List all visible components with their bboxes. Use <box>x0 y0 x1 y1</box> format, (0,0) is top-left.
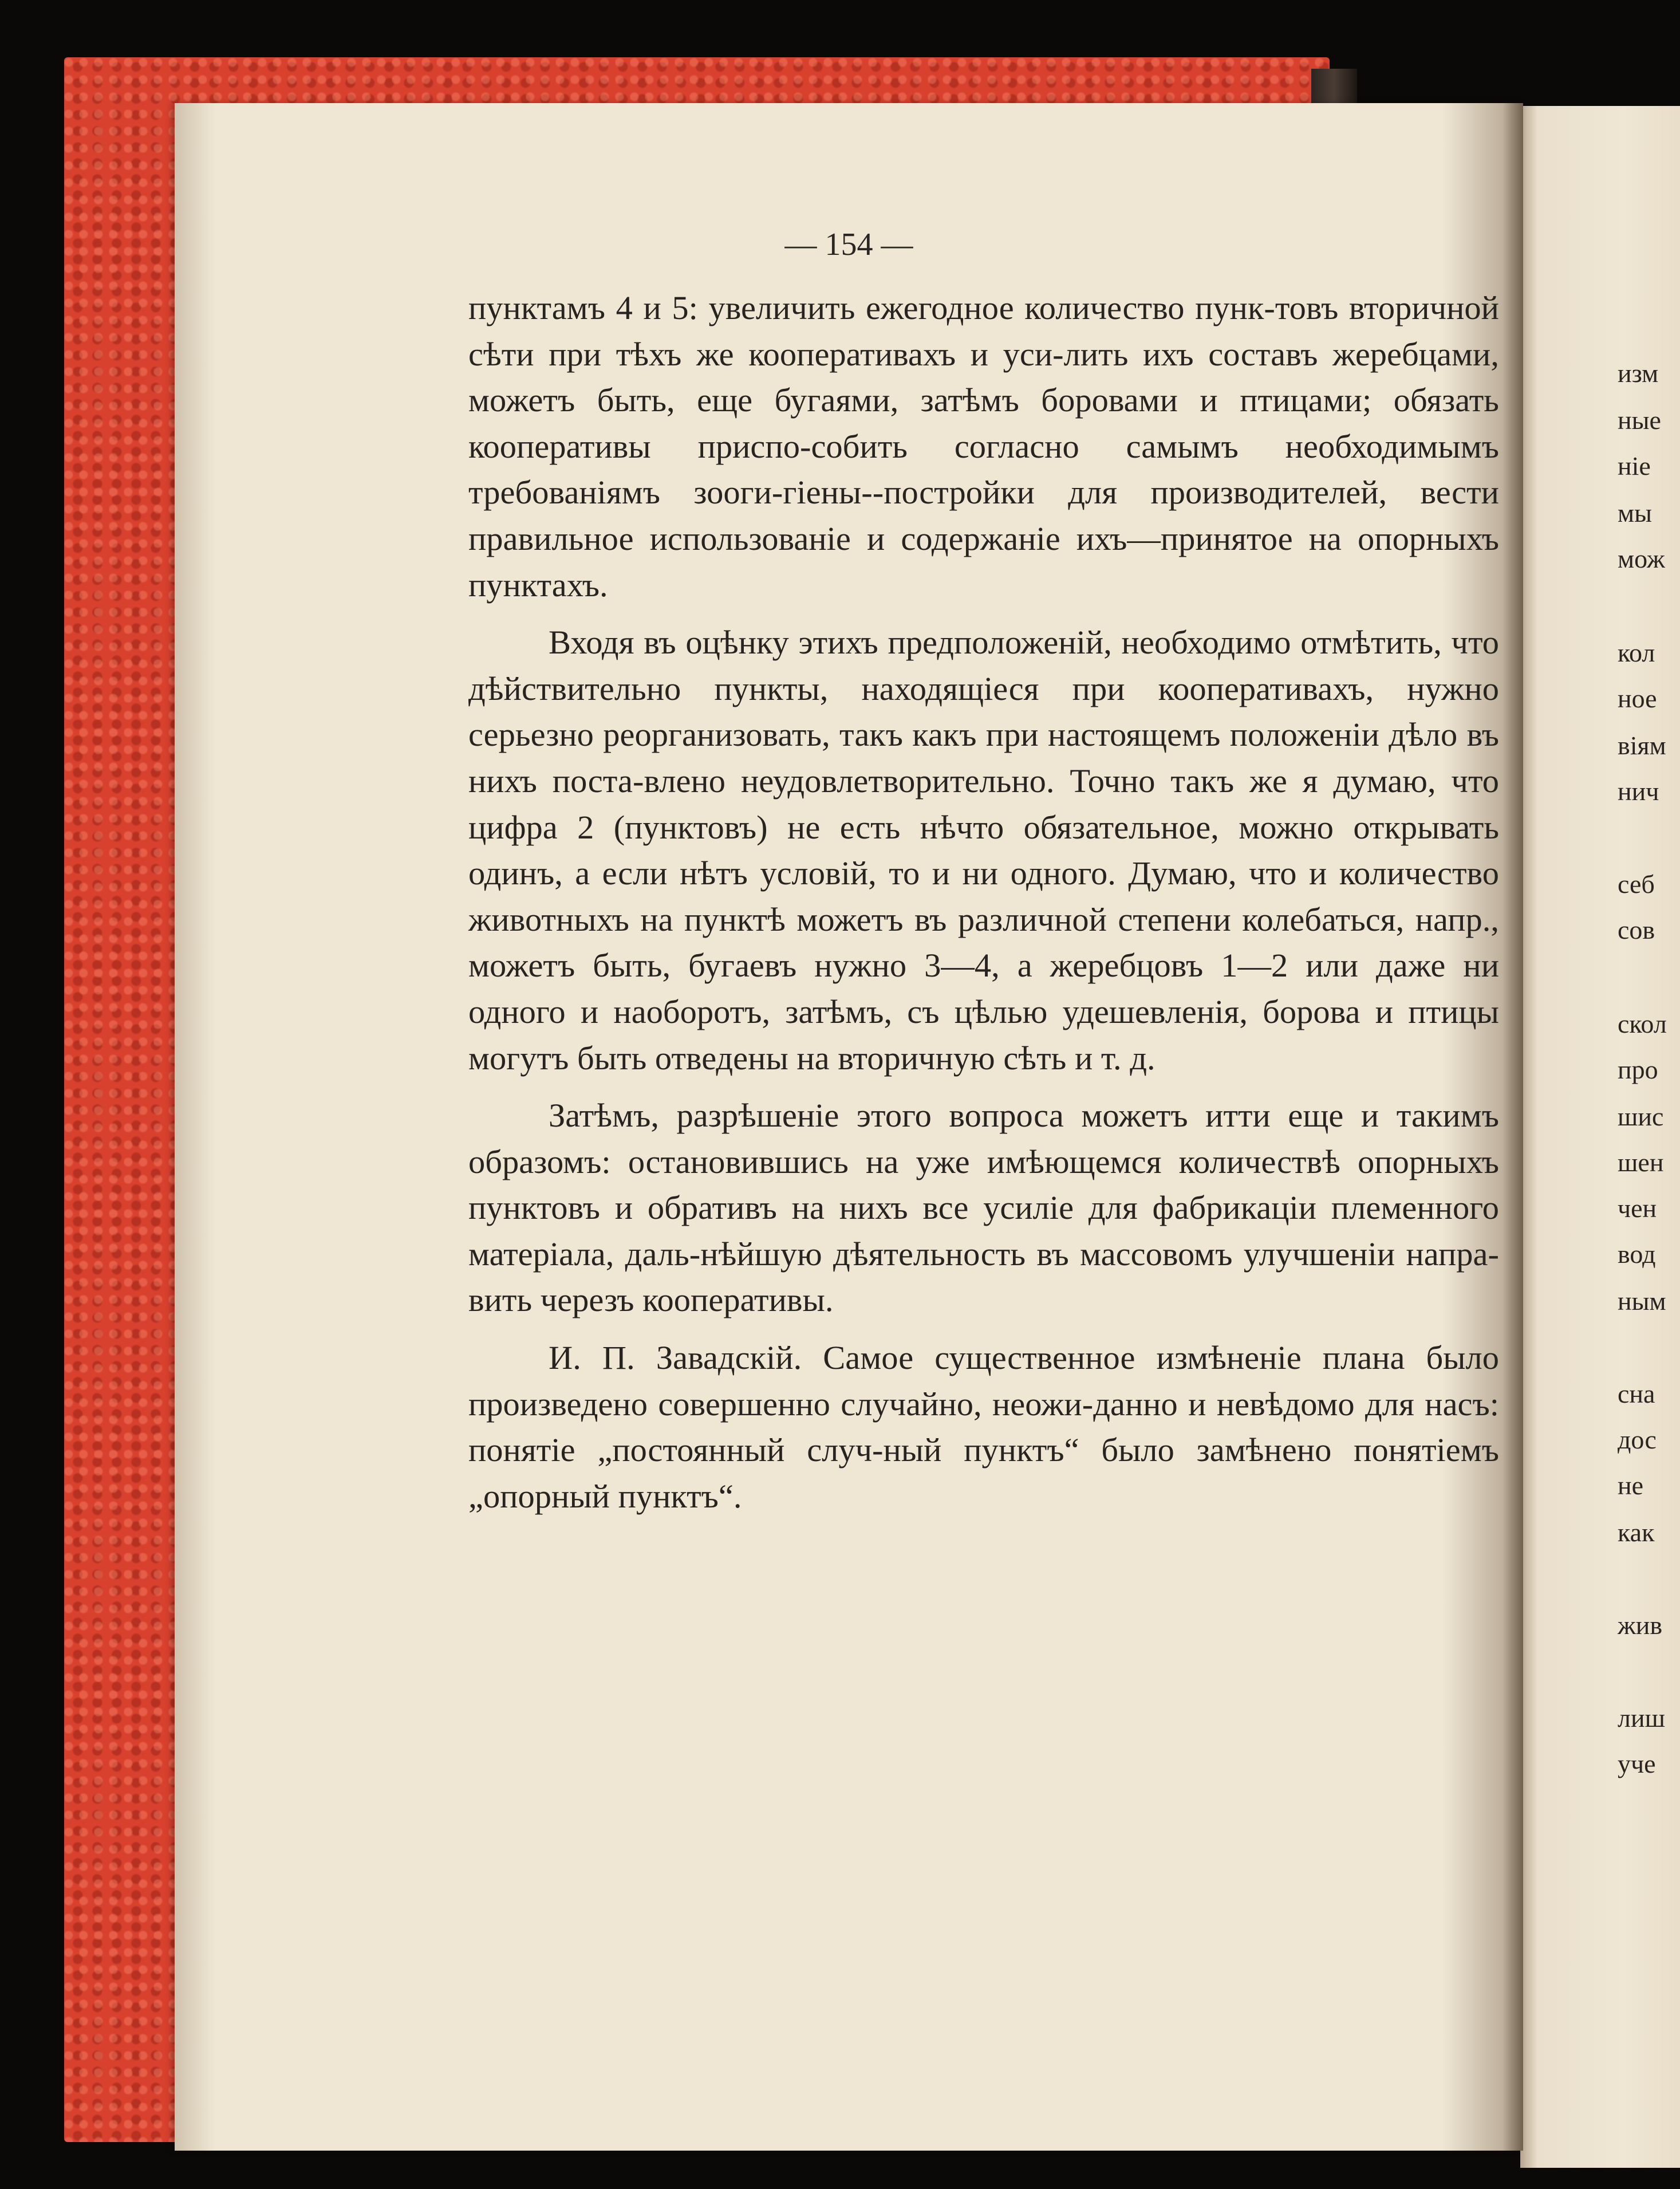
next-page-edge <box>1520 106 1680 2168</box>
page-number: — 154 — <box>784 227 913 262</box>
next-page-fragment: нич <box>1618 777 1659 806</box>
next-page-fragment: вод <box>1618 1239 1656 1269</box>
next-page-fragment: ніе <box>1618 451 1651 481</box>
next-page-fragment: сов <box>1618 915 1655 944</box>
next-page-fragment: віям <box>1618 731 1666 760</box>
next-page-fragment: шис <box>1618 1102 1664 1131</box>
next-page-fragment: ным <box>1618 1286 1666 1316</box>
page-gutter-shadow <box>1502 103 1523 2151</box>
next-page-fragment: кол <box>1618 638 1655 667</box>
paragraph: пунктамъ 4 и 5: увеличить ежегодное количество пунк-товъ вторичной сѣти при тѣхъ же кооперативахъ и уси-лить ихъ составъ жеребцами, можетъ быть, еще бугаями, затѣмъ боровами и птицами; обязать кооперативы приспо-собить согласно самымъ необходимымъ требованіямъ зооги-гіены--постройки для производителей, вести правильное использованіе и содержаніе ихъ—принятое на опорныхъ пунктахъ. <box>468 289 1499 604</box>
next-page-fragment: скол <box>1618 1009 1667 1038</box>
next-page-fragment: жив <box>1618 1611 1663 1640</box>
paragraph: Входя въ оцѣнку этихъ предположеній, необходимо отмѣтить, что дѣйствительно пункты, находящіеся при кооперативахъ, нужно серьезно реорганизовать, такъ какъ при настоящемъ положеніи дѣло въ нихъ поста-влено неудовлетворительно. Точно такъ же я думаю, что цифра 2 (пунктовъ) не есть нѣчто обязательное, можно открывать одинъ, а если нѣтъ условій, то и ни одного. Думаю, что и количество животныхъ на пунктѣ можетъ въ различной степени колебаться, напр., можетъ быть, бугаевъ нужно 3—4, а жеребцовъ 1—2 или даже ни одного и наоборотъ, затѣмъ, съ цѣлью удешевленія, борова и птицы могутъ быть отведены на вторичную сѣть и т. д. <box>468 624 1499 1077</box>
next-page-fragment: ное <box>1618 684 1657 713</box>
book-page <box>175 103 1523 2151</box>
next-page-fragment: мы <box>1618 498 1653 527</box>
next-page-fragment: мож <box>1618 544 1665 573</box>
next-page-fragment: уче <box>1618 1749 1656 1778</box>
page-body <box>468 285 1499 1519</box>
paragraph: Затѣмъ, разрѣшеніе этого вопроса можетъ итти еще и такимъ образомъ: остановившись на уже имѣющемся количествѣ опорныхъ пунктовъ и обративъ на нихъ все усиліе для фабрикаціи племенного матеріала, даль-нѣйшую дѣятельность въ массовомъ улучшеніи напра-вить черезъ кооперативы. <box>468 1097 1499 1319</box>
paragraph: И. П. Завадскій. Самое существенное измѣненіе плана было произведено совершенно случайно, неожи-данно и невѣдомо для насъ: понятіе „постоянный случ-ный пунктъ“ было замѣнено понятіемъ „опорный пунктъ“. <box>468 1339 1499 1515</box>
next-page-fragment: про <box>1618 1055 1658 1084</box>
next-page-fragment: дос <box>1618 1425 1657 1454</box>
next-page-fragment: не <box>1618 1471 1644 1500</box>
next-page-fragment: шен <box>1618 1148 1664 1177</box>
next-page-fragment: чен <box>1618 1194 1657 1223</box>
next-page-fragment: сна <box>1618 1379 1655 1408</box>
next-page-fragment: лиш <box>1618 1703 1665 1733</box>
next-page-fragment: как <box>1618 1518 1655 1547</box>
next-page-fragment: себ <box>1618 869 1655 899</box>
next-page-fragment: ные <box>1618 405 1661 435</box>
next-page-fragment: изм <box>1618 359 1659 388</box>
